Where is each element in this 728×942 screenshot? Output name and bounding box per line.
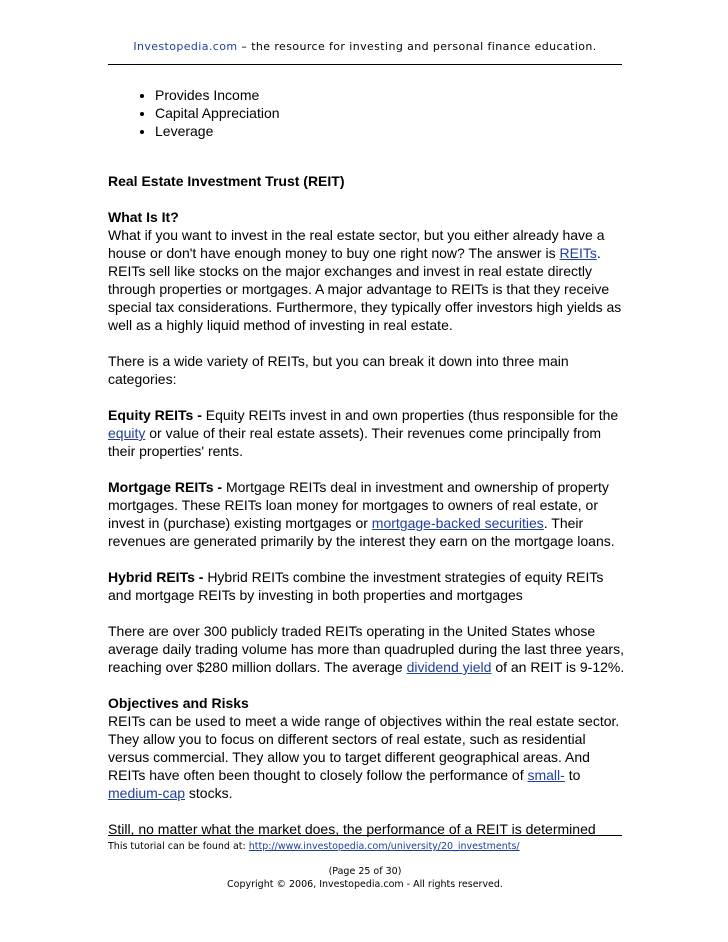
mortgage-backed-securities-link[interactable]: mortgage-backed securities — [371, 515, 544, 531]
paragraph-text: What if you want to invest in the real estate sector, but you either already have a house or don't have enough money to buy one right now? The answer is — [108, 227, 605, 261]
small-cap-link[interactable]: small- — [527, 767, 565, 783]
objectives-paragraph — [108, 694, 626, 802]
header-divider — [108, 64, 622, 65]
paragraph-text: of an REIT is 9-12%. — [491, 659, 625, 675]
mortgage-term: Mortgage REITs - — [108, 479, 226, 495]
paragraph-text: Mortgage REITs deal in investment and ownership of property mortgages. These REITs loan money for mortgages to owners of real estate, or invest in (purchase) existing mortgages or — [108, 479, 609, 531]
footer-divider — [108, 835, 622, 836]
stats-paragraph — [108, 622, 626, 676]
paragraph-text: or value of their real estate assets). Their revenues come principally from their properties' rents. — [108, 425, 602, 459]
paragraph-text: . Their revenues are generated primarily by the interest they earn on the mortgage loans. — [108, 515, 615, 549]
list-item: • Capital Appreciation — [155, 104, 626, 122]
objectives-heading: Objectives and Risks — [108, 695, 249, 711]
footer-note — [108, 841, 520, 852]
still-paragraph: Still, no matter what the market does, the performance of a REIT is determined — [108, 821, 596, 837]
document-body — [108, 84, 626, 856]
paragraph-text: stocks. — [185, 785, 233, 801]
tutorial-url-link[interactable]: http://www.investopedia.com/university/20_investments/ — [248, 841, 520, 852]
paragraph-text: to — [564, 767, 581, 783]
list-item: • Provides Income — [155, 86, 626, 104]
paragraph-text: Equity REITs invest in and own properties (thus responsible for the — [205, 407, 619, 423]
site-link[interactable]: Investopedia.com — [133, 40, 238, 53]
paragraph-text: REITs can be used to meet a wide range of objectives within the real estate sector. They allow you to focus on different sectors of real estate, such as residential versus commercial. They allow you to target different geographical areas. And REITs have often been thought to closely follow the performance of — [108, 713, 620, 783]
mortgage-paragraph — [108, 478, 626, 550]
paragraph-text: . REITs sell like stocks on the major exchanges and invest in real estate directly through properties or mortgages. A major advantage to REITs is that they receive special tax considerations. Furthermore, they typically offer investors high yields as well as a highly liquid method of investing in real estate. — [108, 245, 622, 333]
reits-link[interactable]: REITs — [559, 245, 597, 261]
paragraph-text: There are over 300 publicly traded REITs operating in the United States whose average daily trading volume has more than quadrupled during the last three years, reaching over $280 million dollars. The average — [108, 623, 624, 675]
header-tagline: – the resource for investing and personal finance education. — [237, 40, 597, 53]
medium-cap-link[interactable]: medium-cap — [108, 785, 186, 801]
benefits-list — [108, 86, 626, 140]
what-is-it-heading: What Is It? — [108, 209, 179, 225]
hybrid-paragraph — [108, 568, 626, 604]
equity-term: Equity REITs - — [108, 407, 206, 423]
what-is-it-paragraph — [108, 208, 626, 334]
equity-paragraph — [108, 406, 626, 460]
page-number: (Page 25 of 30) — [328, 866, 402, 877]
dividend-yield-link[interactable]: dividend yield — [406, 659, 492, 675]
hybrid-term: Hybrid REITs - — [108, 569, 208, 585]
list-item: • Leverage — [155, 122, 626, 140]
page-header — [108, 40, 622, 53]
equity-link[interactable]: equity — [108, 425, 146, 441]
variety-paragraph: There is a wide variety of REITs, but you can break it down into three main categories: — [108, 353, 569, 387]
copyright-notice: Copyright © 2006, Investopedia.com - All rights reserved. — [227, 879, 503, 890]
section-title: Real Estate Investment Trust (REIT) — [108, 173, 345, 189]
footer-note-text: This tutorial can be found at: — [108, 841, 249, 852]
paragraph-text: Hybrid REITs combine the investment strategies of equity REITs and mortgage REITs by investing in both properties and mortgages — [108, 569, 604, 603]
